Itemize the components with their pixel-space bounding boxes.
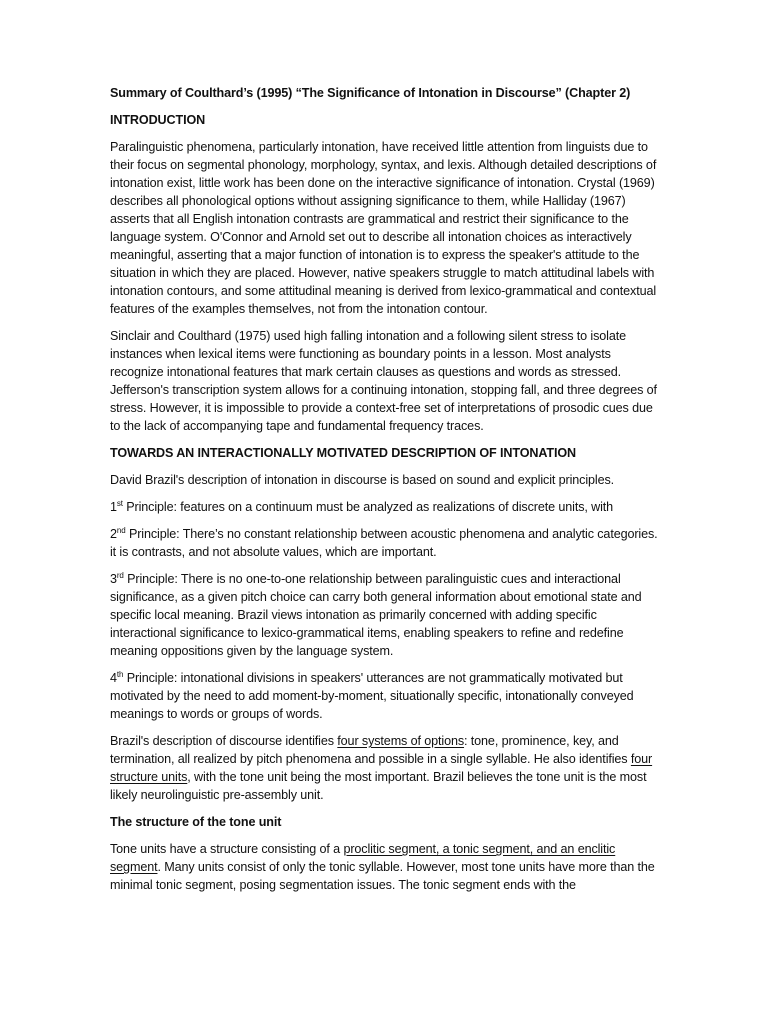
principle-4-paragraph — [110, 669, 658, 723]
structure-text-2: . Many units consist of only the tonic syllable. However, most tone units have more than the minimal tonic segment, posing segmentation issues. The tonic segment ends with the — [110, 860, 655, 892]
principle-1-paragraph — [110, 498, 658, 516]
principle-2-number: 2 — [110, 527, 117, 541]
towards-heading: TOWARDS AN INTERACTIONALLY MOTIVATED DESCRIPTION OF INTONATION — [110, 446, 576, 460]
principle-2-paragraph — [110, 525, 658, 561]
four-structure-units-underlined: four structure units — [110, 752, 653, 784]
principle-1-text: Principle: features on a continuum must be analyzed as realizations of discrete units, with — [122, 500, 614, 514]
intro-paragraph-2: Sinclair and Coulthard (1975) used high falling intonation and a following silent stress to isolate instances when lexical items were functioning as boundary points in a lesson. Most analysts recognize intonational features that mark certain clauses as questions and words as stressed. Jefferson's transcription system allows for a continuing intonation, stopping fall, and three degrees of stress. However, it is impossible to provide a context-free set of interpretations of prosodic cues due to the lack of accompanying tape and fundamental frequency traces. — [110, 329, 657, 433]
intro-paragraph-1: Paralinguistic phenomena, particularly intonation, have received little attention from linguists due to their focus on segmental phonology, morphology, syntax, and lexis. Although detailed descriptions of intonation exist, little work has been done on the interactive significance of intonation. Crystal (1969) describes all phonological options without assigning significance to them, while Halliday (1967) asserts that all English intonation contrasts are grammatical and restrict their significance to the language system. O'Connor and Arnold set out to describe all intonation choices as interactively meaningful, asserting that a major function of intonation is to express the speaker's attitude to the situation in which they are placed. However, native speakers struggle to match attitudinal labels with intonation contours, and some attitudinal meaning is derived from lexico-grammatical and contextual features of the examples themselves, not from the intonation contour. — [110, 140, 657, 316]
systems-text-1: Brazil's description of discourse identifies — [110, 734, 338, 748]
principle-3-ordinal: rd — [116, 571, 124, 580]
document-page — [110, 84, 658, 903]
introduction-heading: INTRODUCTION — [110, 113, 206, 127]
document-title: Summary of Coulthard’s (1995) “The Significance of Intonation in Discourse” (Chapter 2) — [110, 86, 631, 100]
principle-4-ordinal: th — [116, 670, 124, 679]
principle-3-paragraph — [110, 570, 658, 660]
structure-heading: The structure of the tone unit — [110, 815, 282, 829]
principle-1-number: 1 — [110, 500, 117, 514]
principle-3-text: Principle: There is no one-to-one relationship between paralinguistic cues and interactional significance, as a given pitch choice can carry both general information about emotional state and specific local meaning. Brazil views intonation as primarily concerned with adding specific interactional significance to lexico-grammatical items, enabling speakers to refine and redefine meaning oppositions given by the language system. — [110, 572, 642, 658]
principle-4-number: 4 — [110, 671, 117, 685]
structure-text-1: Tone units have a structure consisting of a — [110, 842, 344, 856]
principle-4-text: Principle: intonational divisions in speakers' utterances are not grammatically motivated but motivated by the need to add moment-by-moment, situationally specific, intonationally conveyed meanings to words or groups of words. — [110, 671, 634, 721]
structure-paragraph — [110, 840, 658, 894]
four-systems-underlined: four systems of options — [337, 734, 465, 748]
systems-text-3: , with the tone unit being the most important. Brazil believes the tone unit is the most likely neurolinguistic pre-assembly unit. — [110, 770, 647, 802]
systems-text-2: : tone, prominence, key, and termination, all realized by pitch phenomena and possible in a single syllable. He also identifies — [110, 734, 631, 766]
principle-3-number: 3 — [110, 572, 117, 586]
segments-underlined: proclitic segment, a tonic segment, and an enclitic segment — [110, 842, 616, 874]
systems-paragraph — [110, 732, 658, 804]
principle-2-ordinal: nd — [116, 526, 126, 535]
brazil-intro-paragraph: David Brazil's description of intonation in discourse is based on sound and explicit principles. — [110, 473, 615, 487]
principle-1-ordinal: st — [116, 499, 123, 508]
principle-2-text: Principle: There’s no constant relationship between acoustic phenomena and analytic categories. it is contrasts, and not absolute values, which are important. — [110, 527, 658, 559]
